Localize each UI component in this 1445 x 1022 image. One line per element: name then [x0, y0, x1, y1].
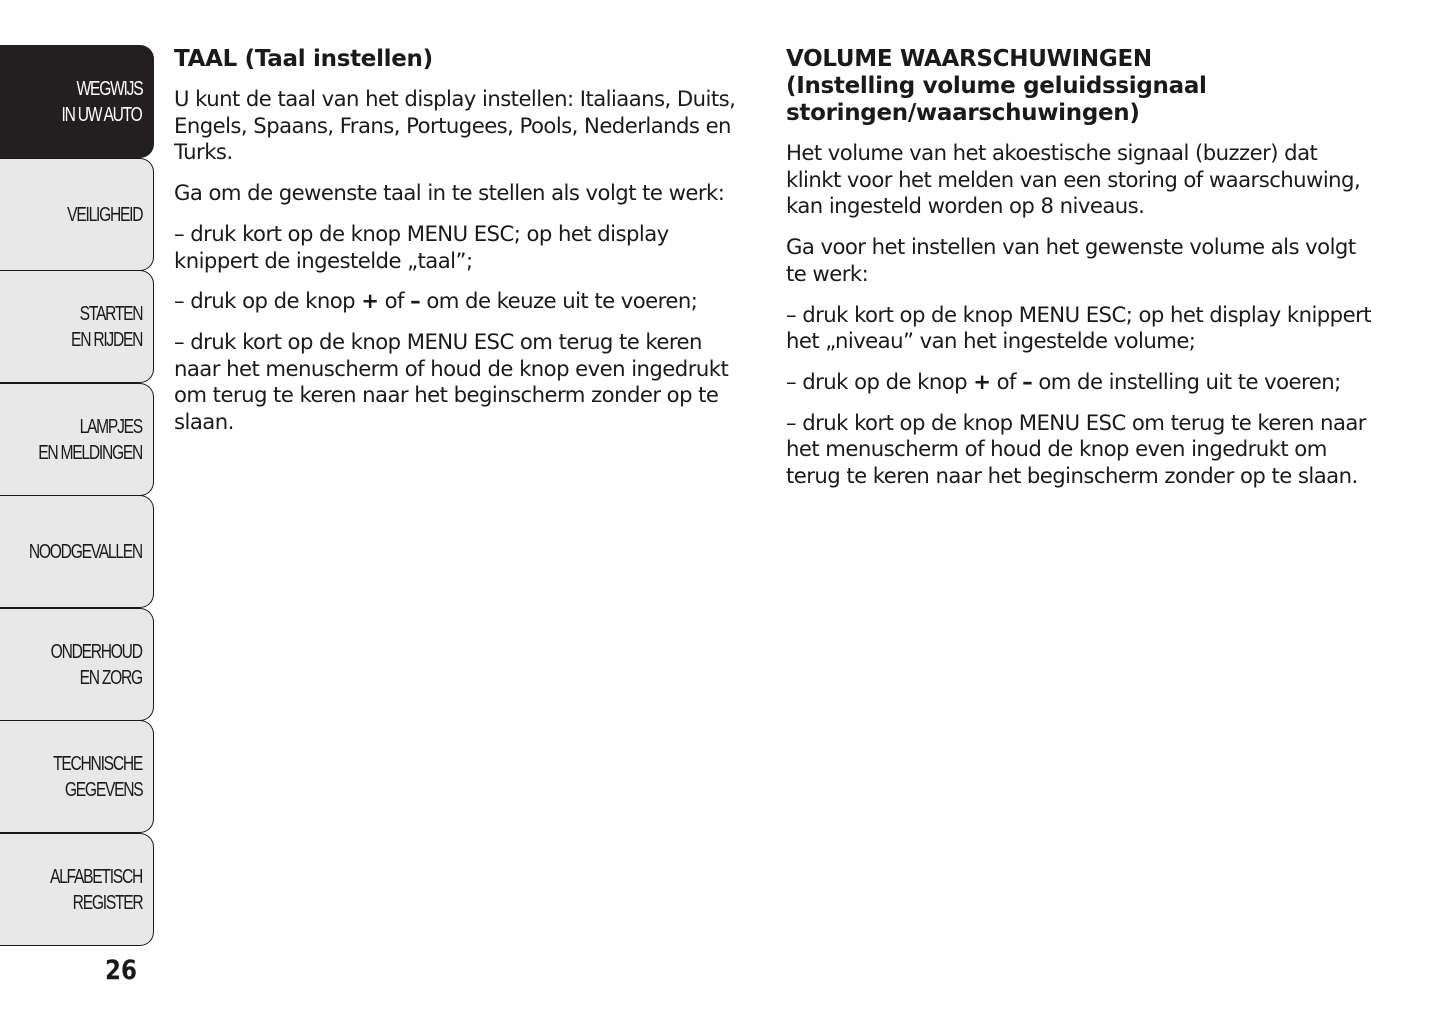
text-run: – druk op de knop: [786, 368, 974, 394]
tab-label-line: ALFABETISCH: [49, 865, 142, 888]
section-heading: TAAL (Taal instellen): [174, 46, 433, 72]
tab-label-line: GEGEVENS: [64, 778, 142, 801]
tab-starten-en-rijden[interactable]: [0, 270, 154, 383]
plus-symbol: +: [361, 288, 379, 314]
tab-label-line: ONDERHOUD: [50, 640, 142, 663]
plus-symbol: +: [973, 368, 991, 394]
tab-technische-gegevens[interactable]: [0, 720, 154, 833]
paragraph: [174, 288, 744, 315]
paragraph: U kunt de taal van het display instellen: Italiaans, Duits, Engels, Spaans, Frans, Portugees, Pools, Nederlands en Turks.: [174, 86, 736, 165]
section-volume-waarschuwingen: [786, 46, 1376, 504]
paragraph: [786, 369, 1376, 396]
heading-subtitle: (Instelling volume geluidssignaal storingen/waarschuwingen): [786, 73, 1207, 126]
paragraph: – druk kort op de knop MENU ESC om terug te keren naar het menuscherm of houd de knop even ingedrukt om terug te keren naar het beginscherm zonder op te slaan.: [174, 328, 729, 435]
section-heading: [786, 46, 1376, 127]
tab-label-line: EN MELDINGEN: [38, 441, 142, 464]
tab-label-line: EN RIJDEN: [70, 328, 142, 351]
tab-lampjes-en-meldingen[interactable]: [0, 383, 154, 496]
tab-alfabetisch-register[interactable]: [0, 833, 154, 946]
minus-symbol: –: [1022, 368, 1033, 394]
tab-onderhoud-en-zorg[interactable]: [0, 608, 154, 721]
tab-label-line: TECHNISCHE: [53, 752, 142, 775]
text-run: of: [378, 288, 411, 314]
tab-noodgevallen[interactable]: [0, 495, 154, 608]
paragraph: Ga om de gewenste taal in te stellen als volgt te werk:: [174, 180, 725, 206]
tab-label-line: STARTEN: [79, 302, 142, 325]
tab-label-line: LAMPJES: [79, 415, 142, 438]
heading-title: VOLUME WAARSCHUWINGEN: [786, 46, 1152, 72]
tab-label-line: EN ZORG: [79, 666, 142, 689]
tab-label-line: VEILIGHEID: [66, 203, 142, 226]
section-taal: [174, 46, 744, 450]
tab-label-line: REGISTER: [72, 891, 142, 914]
tab-veiligheid[interactable]: [0, 158, 154, 271]
page-number: 26: [105, 955, 137, 986]
text-run: om de keuze uit te voeren;: [420, 288, 698, 314]
paragraph: – druk kort op de knop MENU ESC; op het display knippert de ingestelde „taal”;: [174, 220, 669, 273]
paragraph: – druk kort op de knop MENU ESC om terug te keren naar het menuscherm of houd de knop even ingedrukt om terug te keren naar het beginscherm zonder op te slaan.: [786, 409, 1366, 489]
text-run: – druk op de knop: [174, 288, 362, 314]
paragraph: Het volume van het akoestische signaal (buzzer) dat klinkt voor het melden van een storing of waarschuwing, kan ingesteld worden op 8 niveaus.: [786, 140, 1361, 219]
paragraph: Ga voor het instellen van het gewenste volume als volgt te werk:: [786, 234, 1356, 286]
tab-label-line: NOODGEVALLEN: [28, 540, 142, 563]
text-run: om de instelling uit te voeren;: [1032, 368, 1341, 394]
text-run: of: [990, 368, 1023, 394]
tab-label-line: IN UW AUTO: [62, 103, 142, 126]
tab-label-line: WEGWIJS: [76, 77, 142, 100]
paragraph: – druk kort op de knop MENU ESC; op het display knippert het „niveau” van het ingestelde volume;: [786, 301, 1371, 354]
tab-wegwijs-in-uw-auto[interactable]: [0, 45, 154, 158]
minus-symbol: –: [410, 288, 421, 314]
